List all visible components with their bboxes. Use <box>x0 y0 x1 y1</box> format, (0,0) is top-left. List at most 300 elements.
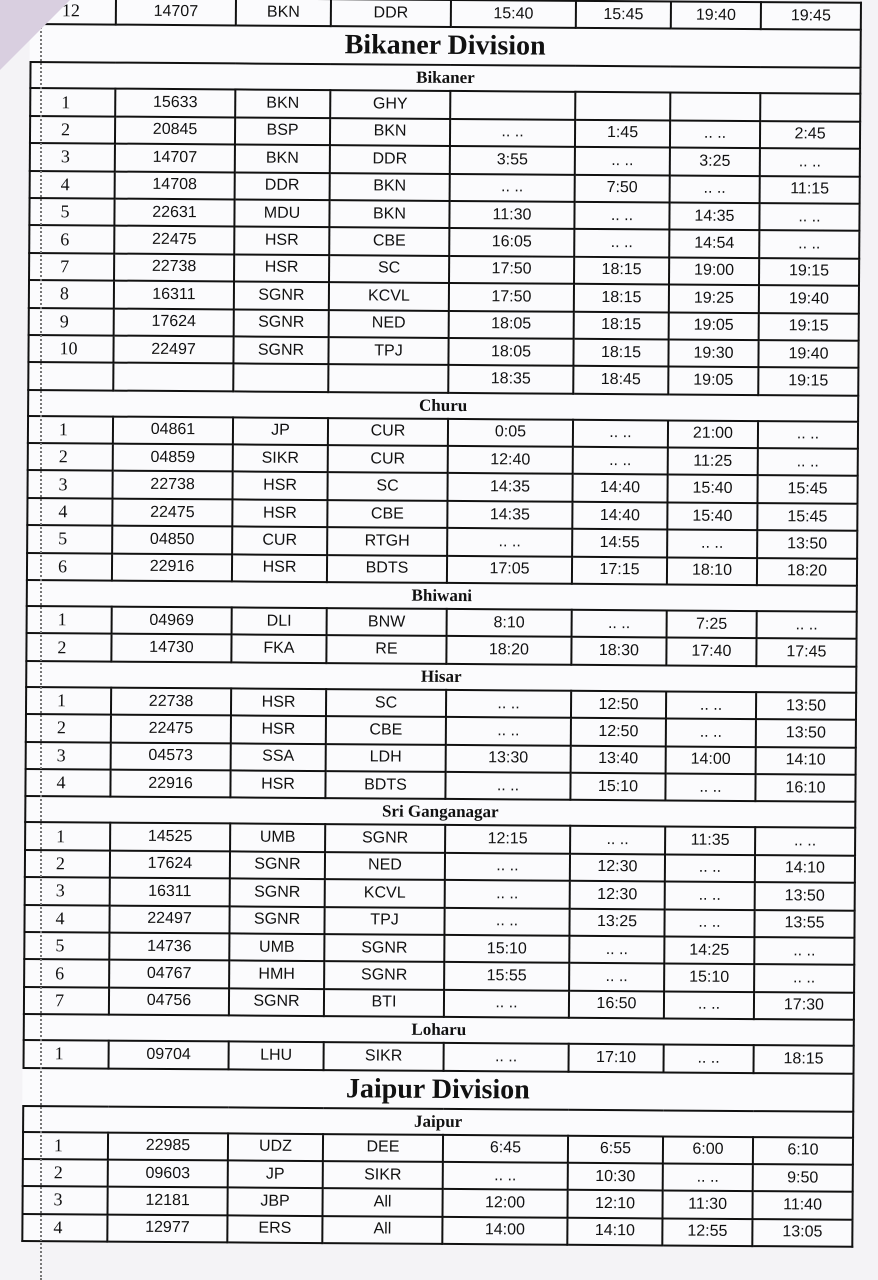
to-station-cell: BNW <box>327 608 447 636</box>
from-station-cell: BKN <box>235 90 330 118</box>
time-4-cell: 14:10 <box>756 747 856 775</box>
train-number-cell: 22916 <box>112 553 232 581</box>
serial-number-cell: 7 <box>24 987 109 1015</box>
time-3-cell: 11:25 <box>668 448 758 476</box>
from-station-cell: SGNR <box>229 988 324 1016</box>
division-title-row <box>23 1067 853 1111</box>
time-2-cell: 14:10 <box>567 1217 662 1245</box>
serial-number-cell: 10 <box>28 335 113 363</box>
train-number-cell: 22738 <box>112 471 232 499</box>
time-4-cell <box>760 93 860 121</box>
page-fold-corner <box>0 0 70 70</box>
serial-number-cell: 6 <box>27 553 112 581</box>
from-station-cell: DLI <box>232 607 327 635</box>
time-1-cell: 17:50 <box>449 283 574 311</box>
train-number-cell: 14708 <box>115 171 235 199</box>
time-3-cell: .. .. <box>670 120 760 148</box>
time-4-cell: .. .. <box>757 611 857 639</box>
time-2-cell: .. .. <box>569 963 664 991</box>
train-number-cell: 04850 <box>112 526 232 554</box>
serial-number-cell: 12 <box>31 0 116 25</box>
time-1-cell: 13:30 <box>446 745 571 773</box>
to-station-cell: KCVL <box>329 282 449 310</box>
time-3-cell: 14:00 <box>666 746 756 774</box>
time-2-cell: 7:50 <box>575 174 670 202</box>
serial-number-cell: 1 <box>24 1040 109 1068</box>
time-2-cell: 14:40 <box>572 502 667 530</box>
time-3-cell: .. .. <box>666 691 756 719</box>
time-4-cell: 11:40 <box>752 1191 852 1219</box>
time-3-cell: 11:30 <box>662 1191 752 1219</box>
from-station-cell: FKA <box>231 635 326 663</box>
time-1-cell: 14:00 <box>442 1217 567 1245</box>
from-station-cell: HSR <box>230 770 325 798</box>
train-number-cell: 12977 <box>107 1214 227 1242</box>
from-station-cell: HSR <box>231 688 326 716</box>
serial-number-cell: 1 <box>25 822 110 850</box>
serial-number-cell: 3 <box>26 742 111 770</box>
time-4-cell: .. .. <box>754 964 854 992</box>
train-number-cell: 22916 <box>110 770 230 798</box>
from-station-cell: CUR <box>232 527 327 555</box>
time-4-cell: .. .. <box>755 827 855 855</box>
time-4-cell: 16:10 <box>755 774 855 802</box>
time-4-cell: 14:10 <box>755 855 855 883</box>
time-4-cell: 15:45 <box>757 476 857 504</box>
time-1-cell: 18:05 <box>449 310 574 338</box>
time-4-cell: 13:05 <box>752 1219 852 1247</box>
time-3-cell: 14:54 <box>669 230 759 258</box>
time-1-cell: 18:35 <box>448 365 573 393</box>
to-station-cell: SC <box>329 255 449 283</box>
to-station-cell: CUR <box>328 445 448 473</box>
serial-number-cell: 9 <box>29 308 114 336</box>
serial-number-cell: 5 <box>27 525 112 553</box>
serial-number-cell: 2 <box>26 633 111 661</box>
train-number-cell: 14730 <box>111 634 231 662</box>
serial-number-cell: 1 <box>26 687 111 715</box>
time-2-cell: 12:30 <box>570 881 665 909</box>
train-number-cell: 09603 <box>108 1159 228 1187</box>
time-4-cell: 17:45 <box>756 639 856 667</box>
time-3-cell: 21:00 <box>668 420 758 448</box>
serial-number-cell: 3 <box>30 143 115 171</box>
time-4-cell: 2:45 <box>760 121 860 149</box>
time-4-cell: 18:20 <box>757 558 857 586</box>
time-1-cell: .. .. <box>444 907 569 935</box>
time-3-cell: .. .. <box>665 773 755 801</box>
time-3-cell: 15:40 <box>667 475 757 503</box>
from-station-cell: SSA <box>231 743 326 771</box>
train-number-cell: 14736 <box>109 933 229 961</box>
time-1-cell: .. .. <box>446 690 571 718</box>
serial-number-cell: 1 <box>30 88 115 116</box>
time-4-cell: 13:50 <box>756 692 856 720</box>
serial-number-cell: 2 <box>25 850 110 878</box>
time-4-cell: 13:50 <box>757 530 857 558</box>
to-station-cell: RE <box>326 636 446 664</box>
train-number-cell: 04861 <box>113 416 233 444</box>
time-3-cell: 19:05 <box>668 367 758 395</box>
to-station-cell: SC <box>326 689 446 717</box>
serial-number-cell: 2 <box>23 1159 108 1187</box>
train-number-cell: 04969 <box>112 607 232 635</box>
train-timetable <box>21 0 862 1248</box>
section-title: Bikaner <box>30 62 860 94</box>
from-station-cell: HMH <box>229 961 324 989</box>
time-3-cell: 12:55 <box>662 1218 752 1246</box>
from-station-cell: BKN <box>235 145 330 173</box>
time-4-cell: 15:45 <box>757 503 857 531</box>
time-1-cell: .. .. <box>446 717 571 745</box>
time-3-cell: 14:25 <box>664 936 754 964</box>
serial-number-cell: 3 <box>22 1186 107 1214</box>
from-station-cell: HSR <box>232 554 327 582</box>
time-1-cell: 12:00 <box>442 1189 567 1217</box>
time-3-cell: 15:40 <box>667 502 757 530</box>
time-2-cell: 17:10 <box>569 1044 664 1072</box>
time-1-cell: 15:55 <box>444 962 569 990</box>
time-3-cell: .. .. <box>663 1163 753 1191</box>
timetable-page <box>21 0 860 1248</box>
time-1-cell: .. .. <box>445 853 570 881</box>
time-2-cell: 1:45 <box>575 120 670 148</box>
from-station-cell: HSR <box>232 472 327 500</box>
serial-number-cell: 4 <box>27 498 112 526</box>
train-number-cell: 22985 <box>108 1132 228 1160</box>
train-number-cell: 12181 <box>107 1187 227 1215</box>
train-number-cell: 16311 <box>114 281 234 309</box>
serial-number-cell: 1 <box>28 416 113 444</box>
time-3-cell <box>670 93 760 121</box>
from-station-cell: BSP <box>235 117 330 145</box>
time-2-cell: 6:55 <box>568 1135 663 1163</box>
train-number-cell: 22497 <box>113 335 233 363</box>
train-number-cell: 22475 <box>111 715 231 743</box>
time-2-cell: 18:15 <box>574 284 669 312</box>
time-2-cell: 12:50 <box>571 718 666 746</box>
to-station-cell: GHY <box>330 90 450 118</box>
section-title: Loharu <box>24 1014 854 1046</box>
serial-number-cell: 1 <box>27 606 112 634</box>
time-3-cell: 15:10 <box>664 964 754 992</box>
train-number-cell: 20845 <box>115 116 235 144</box>
to-station-cell: CBE <box>329 227 449 255</box>
time-1-cell: 8:10 <box>447 609 572 637</box>
time-3-cell: .. .. <box>664 1045 754 1073</box>
time-2-cell: 16:50 <box>569 991 664 1019</box>
time-2-cell: 17:15 <box>572 556 667 584</box>
time-4-cell: .. .. <box>760 148 860 176</box>
time-3-cell: 19:40 <box>671 1 761 29</box>
time-1-cell: 15:40 <box>451 0 576 28</box>
time-2-cell: .. .. <box>575 147 670 175</box>
margin-perforation <box>40 0 42 1280</box>
from-station-cell: SIKR <box>233 445 328 473</box>
from-station-cell: JP <box>228 1160 323 1188</box>
to-station-cell: CUR <box>328 418 448 446</box>
time-4-cell: 6:10 <box>753 1137 853 1165</box>
time-3-cell: .. .. <box>670 175 760 203</box>
time-2-cell: .. .. <box>574 202 669 230</box>
train-number-cell <box>113 363 233 391</box>
section-title: Hisar <box>26 661 856 693</box>
from-station-cell <box>233 364 328 392</box>
train-number-cell: 04573 <box>111 742 231 770</box>
time-3-cell: 14:35 <box>669 202 759 230</box>
to-station-cell: All <box>322 1188 442 1216</box>
to-station-cell: RTGH <box>327 527 447 555</box>
time-4-cell: 11:15 <box>760 176 860 204</box>
serial-number-cell: 4 <box>25 769 110 797</box>
to-station-cell: All <box>322 1216 442 1244</box>
train-number-cell: 22497 <box>109 905 229 933</box>
train-number-cell: 22475 <box>112 498 232 526</box>
time-4-cell: .. .. <box>758 448 858 476</box>
time-1-cell: 16:05 <box>449 228 574 256</box>
to-station-cell: BDTS <box>325 771 445 799</box>
time-1-cell: 15:10 <box>444 935 569 963</box>
serial-number-cell: 7 <box>29 253 114 281</box>
section-title: Churu <box>28 390 858 422</box>
train-number-cell: 22631 <box>114 199 234 227</box>
serial-number-cell: 1 <box>23 1131 108 1159</box>
train-number-cell: 14525 <box>110 823 230 851</box>
to-station-cell: SGNR <box>324 961 444 989</box>
train-number-cell: 04859 <box>113 444 233 472</box>
time-4-cell: .. .. <box>754 937 854 965</box>
time-2-cell: .. .. <box>572 610 667 638</box>
time-2-cell: 18:45 <box>573 366 668 394</box>
from-station-cell: DDR <box>235 172 330 200</box>
time-1-cell: 14:35 <box>447 473 572 501</box>
time-1-cell: 12:15 <box>445 825 570 853</box>
time-3-cell: 3:25 <box>670 148 760 176</box>
time-2-cell: 13:40 <box>571 745 666 773</box>
time-1-cell: .. .. <box>450 119 575 147</box>
train-number-cell: 04756 <box>109 987 229 1015</box>
from-station-cell: SGNR <box>234 282 329 310</box>
time-2-cell: 18:30 <box>571 637 666 665</box>
division-title: Jaipur Division <box>23 1067 853 1111</box>
to-station-cell: SIKR <box>324 1042 444 1070</box>
from-station-cell: UDZ <box>228 1133 323 1161</box>
time-2-cell: 15:45 <box>576 1 671 29</box>
section-title: Bhiwani <box>27 580 857 612</box>
train-number-cell: 14707 <box>116 0 236 26</box>
time-3-cell: 17:40 <box>666 638 756 666</box>
time-3-cell: 19:05 <box>669 312 759 340</box>
to-station-cell: SGNR <box>324 934 444 962</box>
to-station-cell: BKN <box>330 118 450 146</box>
serial-number-cell: 5 <box>29 198 114 226</box>
serial-number-cell: 6 <box>24 959 109 987</box>
time-1-cell: 3:55 <box>450 146 575 174</box>
to-station-cell: SC <box>327 473 447 501</box>
time-2-cell: 12:10 <box>567 1190 662 1218</box>
from-station-cell: SGNR <box>230 851 325 879</box>
serial-number-cell: 4 <box>30 171 115 199</box>
time-3-cell: 19:25 <box>669 285 759 313</box>
serial-number-cell: 8 <box>29 280 114 308</box>
time-4-cell: 18:15 <box>754 1045 854 1073</box>
train-number-cell: 22738 <box>111 687 231 715</box>
time-2-cell: 14:40 <box>572 474 667 502</box>
from-station-cell: JP <box>233 417 328 445</box>
time-1-cell: 6:45 <box>443 1134 568 1162</box>
to-station-cell: CBE <box>327 500 447 528</box>
time-2-cell <box>575 92 670 120</box>
time-2-cell: 12:30 <box>570 854 665 882</box>
time-4-cell: 13:50 <box>755 882 855 910</box>
serial-number-cell: 4 <box>22 1214 107 1242</box>
to-station-cell: NED <box>325 852 445 880</box>
to-station-cell: DDR <box>330 145 450 173</box>
from-station-cell: LHU <box>229 1042 324 1070</box>
to-station-cell: BTI <box>324 989 444 1017</box>
to-station-cell: LDH <box>326 744 446 772</box>
table-row <box>22 1214 852 1247</box>
time-1-cell: 11:30 <box>449 201 574 229</box>
serial-number-cell: 2 <box>26 714 111 742</box>
from-station-cell: SGNR <box>230 879 325 907</box>
time-1-cell: 18:05 <box>448 338 573 366</box>
time-3-cell: 6:00 <box>663 1136 753 1164</box>
from-station-cell: HSR <box>232 499 327 527</box>
train-number-cell: 14707 <box>115 144 235 172</box>
time-3-cell: 18:10 <box>667 557 757 585</box>
time-2-cell: .. .. <box>570 826 665 854</box>
train-number-cell: 16311 <box>110 878 230 906</box>
section-title: Sri Ganganagar <box>25 796 855 828</box>
from-station-cell: SGNR <box>229 906 324 934</box>
train-number-cell: 17624 <box>114 308 234 336</box>
time-4-cell: 19:15 <box>758 367 858 395</box>
from-station-cell: UMB <box>230 824 325 852</box>
time-4-cell: 19:40 <box>759 285 859 313</box>
time-1-cell: .. .. <box>447 528 572 556</box>
to-station-cell: NED <box>329 310 449 338</box>
time-2-cell: .. .. <box>574 229 669 257</box>
time-2-cell: 10:30 <box>568 1163 663 1191</box>
time-2-cell: .. .. <box>569 936 664 964</box>
time-2-cell: 18:15 <box>574 257 669 285</box>
time-3-cell: .. .. <box>667 530 757 558</box>
train-number-cell: 22475 <box>114 226 234 254</box>
time-2-cell: 12:50 <box>571 691 666 719</box>
to-station-cell: SGNR <box>325 824 445 852</box>
time-3-cell: 19:00 <box>669 257 759 285</box>
division-title-row <box>31 24 861 68</box>
time-1-cell: 17:05 <box>447 556 572 584</box>
train-number-cell: 15633 <box>115 89 235 117</box>
time-4-cell: 13:55 <box>754 910 854 938</box>
time-4-cell: 9:50 <box>753 1164 853 1192</box>
time-4-cell: 19:40 <box>758 340 858 368</box>
time-4-cell: 19:45 <box>761 2 861 30</box>
time-1-cell: .. .. <box>450 173 575 201</box>
serial-number-cell: 6 <box>29 225 114 253</box>
to-station-cell: DEE <box>323 1134 443 1162</box>
time-2-cell: .. .. <box>573 419 668 447</box>
train-number-cell: 09704 <box>109 1041 229 1069</box>
from-station-cell: UMB <box>229 933 324 961</box>
time-3-cell: 19:30 <box>668 339 758 367</box>
from-station-cell: SGNR <box>234 309 329 337</box>
time-4-cell: 19:15 <box>759 313 859 341</box>
time-1-cell: 18:20 <box>446 636 571 664</box>
time-3-cell: .. .. <box>666 719 756 747</box>
time-2-cell: .. .. <box>573 447 668 475</box>
from-station-cell: HSR <box>234 227 329 255</box>
from-station-cell: MDU <box>234 199 329 227</box>
to-station-cell: CBE <box>326 716 446 744</box>
time-4-cell: 13:50 <box>756 719 856 747</box>
time-4-cell: 19:15 <box>759 258 859 286</box>
to-station-cell: SIKR <box>323 1161 443 1189</box>
serial-number-cell: 3 <box>27 470 112 498</box>
serial-number-cell: 4 <box>24 905 109 933</box>
time-2-cell: 18:15 <box>573 339 668 367</box>
time-4-cell: .. .. <box>759 230 859 258</box>
time-1-cell: .. .. <box>445 880 570 908</box>
time-1-cell: 17:50 <box>449 256 574 284</box>
time-2-cell: 15:10 <box>570 773 665 801</box>
time-2-cell: 14:55 <box>572 529 667 557</box>
to-station-cell: BKN <box>330 173 450 201</box>
serial-number-cell: 2 <box>28 443 113 471</box>
time-1-cell <box>450 91 575 119</box>
to-station-cell: BDTS <box>327 555 447 583</box>
to-station-cell: TPJ <box>324 907 444 935</box>
time-3-cell: .. .. <box>665 882 755 910</box>
section-title: Jaipur <box>23 1105 853 1137</box>
division-title: Bikaner Division <box>31 24 861 68</box>
time-2-cell: 13:25 <box>569 908 664 936</box>
time-1-cell: 0:05 <box>448 419 573 447</box>
serial-number-cell: 5 <box>24 932 109 960</box>
from-station-cell: SGNR <box>233 336 328 364</box>
train-number-cell: 17624 <box>110 850 230 878</box>
time-4-cell: .. .. <box>759 203 859 231</box>
from-station-cell: BKN <box>236 0 331 26</box>
time-4-cell: .. .. <box>758 421 858 449</box>
time-1-cell: .. .. <box>445 772 570 800</box>
time-3-cell: 7:25 <box>667 610 757 638</box>
from-station-cell: JBP <box>227 1188 322 1216</box>
time-3-cell: 11:35 <box>665 827 755 855</box>
to-station-cell: BKN <box>329 200 449 228</box>
from-station-cell: HSR <box>231 716 326 744</box>
from-station-cell: ERS <box>227 1215 322 1243</box>
time-3-cell: .. .. <box>665 854 755 882</box>
to-station-cell: TPJ <box>328 337 448 365</box>
time-3-cell: .. .. <box>664 991 754 1019</box>
time-2-cell: 18:15 <box>574 311 669 339</box>
time-1-cell: .. .. <box>444 1043 569 1071</box>
to-station-cell: KCVL <box>325 879 445 907</box>
time-4-cell: 17:30 <box>754 992 854 1020</box>
from-station-cell: HSR <box>234 254 329 282</box>
to-station-cell <box>328 364 448 392</box>
time-1-cell: 12:40 <box>448 446 573 474</box>
time-3-cell: .. .. <box>664 909 754 937</box>
to-station-cell: DDR <box>331 0 451 27</box>
train-number-cell: 04767 <box>109 960 229 988</box>
time-1-cell: .. .. <box>444 990 569 1018</box>
time-1-cell: .. .. <box>443 1162 568 1190</box>
serial-number-cell: 3 <box>25 877 110 905</box>
